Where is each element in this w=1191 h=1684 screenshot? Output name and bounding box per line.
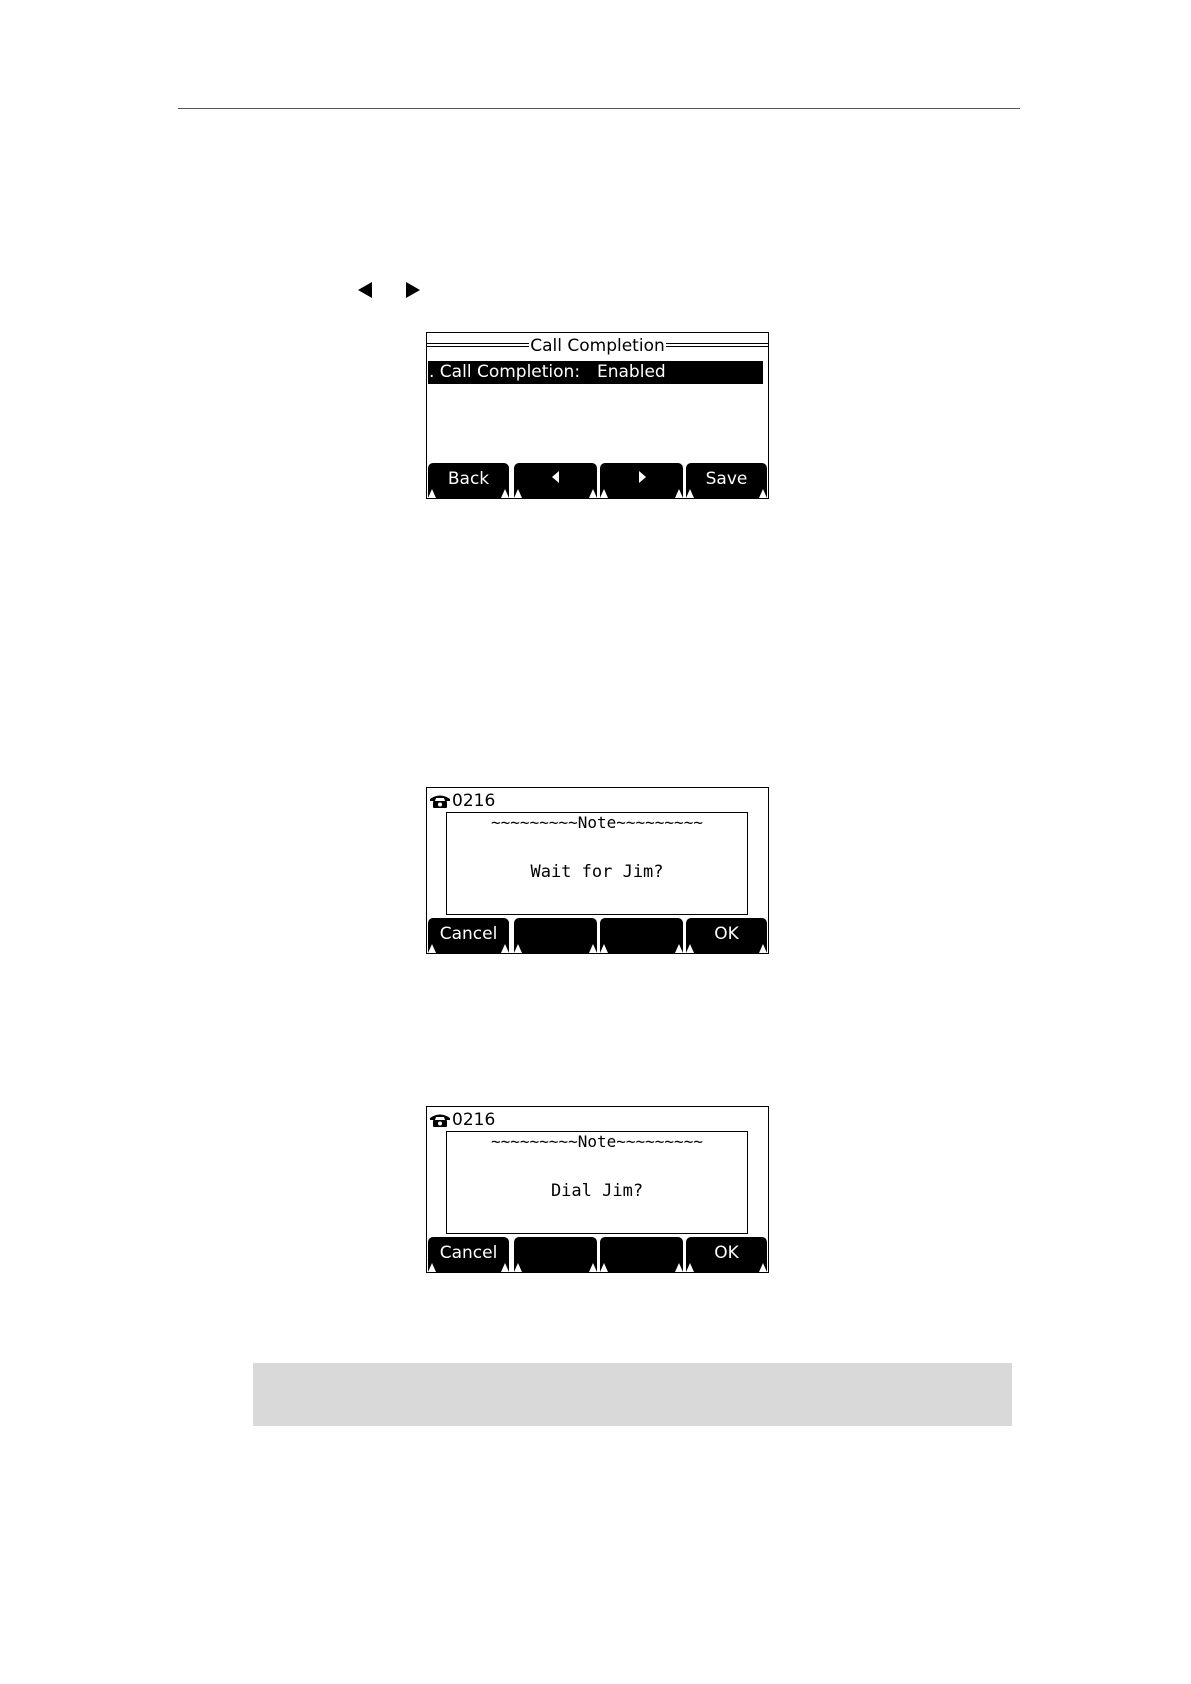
navigation-arrows — [356, 280, 422, 302]
note-message: Dial Jim? — [550, 1181, 644, 1201]
softkey-bar — [427, 918, 768, 953]
empty-softkey-2[interactable] — [514, 1237, 597, 1272]
screen-title: Call Completion — [530, 336, 665, 356]
right-arrow-icon — [637, 463, 647, 496]
softkey-notch — [589, 489, 597, 498]
save-softkey[interactable] — [686, 463, 767, 498]
ok-softkey[interactable] — [686, 1237, 767, 1272]
softkey-notch — [675, 489, 683, 498]
softkey-notch — [600, 1263, 608, 1272]
softkey-notch — [428, 1263, 436, 1272]
dial-note-screen — [426, 1106, 769, 1273]
right-arrow-icon — [404, 280, 422, 300]
setting-label: . Call Completion: — [429, 362, 581, 382]
ok-softkey[interactable] — [686, 918, 767, 953]
line-number: 0216 — [452, 1110, 496, 1130]
right-softkey[interactable] — [600, 463, 683, 498]
line-number: 0216 — [452, 791, 496, 811]
softkey-notch — [514, 1263, 522, 1272]
call-completion-setting-row[interactable] — [428, 361, 763, 384]
left-arrow-icon — [551, 463, 561, 496]
phone-icon — [429, 793, 451, 809]
softkey-notch — [759, 489, 767, 498]
cancel-label: Cancel — [439, 924, 498, 944]
note-message: Wait for Jim? — [530, 862, 664, 882]
phone-icon — [429, 1112, 451, 1128]
softkey-notch — [514, 489, 522, 498]
softkey-notch — [675, 944, 683, 953]
softkey-bar — [427, 1237, 768, 1272]
softkey-notch — [501, 944, 509, 953]
header-rule — [178, 108, 1020, 109]
softkey-notch — [589, 944, 597, 953]
softkey-notch — [686, 1263, 694, 1272]
softkey-notch — [686, 489, 694, 498]
note-header: ~~~~~~~~~Note~~~~~~~~~ — [491, 1132, 703, 1151]
softkey-notch — [501, 489, 509, 498]
softkey-notch — [759, 1263, 767, 1272]
softkey-notch — [600, 489, 608, 498]
call-completion-screen — [426, 332, 769, 499]
ok-label: OK — [714, 1243, 739, 1263]
left-arrow-icon — [356, 280, 374, 300]
softkey-notch — [675, 1263, 683, 1272]
note-shaded-box — [253, 1363, 1012, 1426]
wait-note-screen — [426, 787, 769, 954]
softkey-notch — [514, 944, 522, 953]
empty-softkey-3[interactable] — [600, 918, 683, 953]
softkey-notch — [428, 944, 436, 953]
ok-label: OK — [714, 924, 739, 944]
cancel-label: Cancel — [439, 1243, 498, 1263]
empty-softkey-2[interactable] — [514, 918, 597, 953]
back-label: Back — [447, 469, 490, 489]
note-header: ~~~~~~~~~Note~~~~~~~~~ — [491, 813, 703, 832]
note-dialog — [446, 812, 748, 915]
save-label: Save — [705, 469, 748, 489]
cancel-softkey[interactable] — [428, 918, 509, 953]
softkey-notch — [686, 944, 694, 953]
softkey-bar — [427, 463, 768, 498]
softkey-notch — [428, 489, 436, 498]
left-right-arrows-icon — [739, 365, 761, 380]
softkey-notch — [589, 1263, 597, 1272]
softkey-notch — [600, 944, 608, 953]
left-softkey[interactable] — [514, 463, 597, 498]
softkey-notch — [501, 1263, 509, 1272]
cancel-softkey[interactable] — [428, 1237, 509, 1272]
softkey-notch — [759, 944, 767, 953]
back-softkey[interactable] — [428, 463, 509, 498]
setting-value: Enabled — [597, 362, 666, 382]
note-dialog — [446, 1131, 748, 1234]
empty-softkey-3[interactable] — [600, 1237, 683, 1272]
